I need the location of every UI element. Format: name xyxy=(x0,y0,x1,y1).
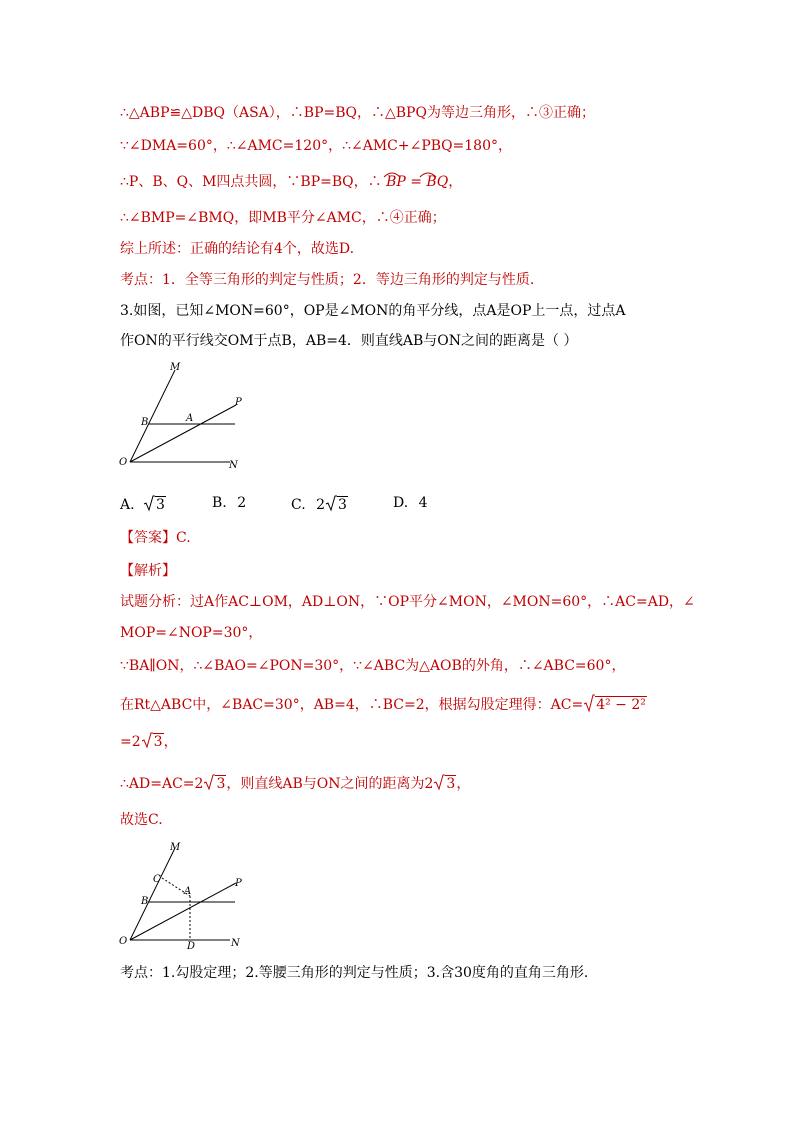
option-c xyxy=(291,494,348,514)
option-a xyxy=(120,494,166,514)
option-d-label: D. xyxy=(393,495,409,511)
option-b xyxy=(212,494,246,512)
fig1-label-b: B xyxy=(141,417,149,428)
option-c-label: C. xyxy=(291,497,306,513)
sqrt-ad xyxy=(203,773,226,793)
arc-equation: BP = BQ xyxy=(386,174,449,190)
conclusion-line: 综上所述：正确的结论有4个，故选D. xyxy=(120,241,355,257)
fig1-label-m: M xyxy=(170,362,181,373)
fig2-label-a: A xyxy=(184,886,192,897)
answer-line xyxy=(120,529,191,547)
analysis-line-4-text: 在Rt△ABC中，∠BAC=30°，AB=4，∴BC=2，根据勾股定理得：AC= xyxy=(120,697,584,713)
proof-line-4: ∴∠BMP=∠BMQ，即MB平分∠AMC，∴④正确； xyxy=(120,210,446,226)
sqrt-result xyxy=(141,731,164,751)
fig2-label-b: B xyxy=(141,896,149,907)
sqrt-ac xyxy=(583,693,647,714)
sqrt-distance xyxy=(433,773,456,793)
sqrt-ac-value: 4² − 2² xyxy=(596,697,646,713)
analysis-line-1: 试题分析：过A作AC⊥OM，AD⊥ON，∵OP平分∠MON，∠MON=60°，∴AC=AD，∠ xyxy=(120,594,695,610)
analysis-line-7: 故选C. xyxy=(120,812,163,828)
analysis-line-3: ∵BA∥ON，∴∠BAO=∠PON=30°，∵∠ABC为△AOB的外角，∴∠ABC=60°， xyxy=(120,658,626,674)
answer-value: C. xyxy=(176,530,191,546)
radical-icon xyxy=(325,494,337,512)
analysis-label: 【解析】 xyxy=(120,563,176,579)
analysis-line-5-end: ， xyxy=(163,734,178,750)
option-c-value: 3 xyxy=(338,497,347,513)
option-d-value: 4 xyxy=(418,495,428,511)
question-3-line-2: 作ON的平行线交OM于点B，AB=4．则直线AB与ON之间的距离是（ ） xyxy=(120,333,578,349)
fig2-label-m: M xyxy=(170,842,181,853)
option-b-value: 2 xyxy=(237,495,247,511)
sqrt-a xyxy=(143,494,166,514)
proof-line-1: ∴△ABP≌△DBQ（ASA），∴BP=BQ，∴△BPQ为等边三角形，∴③正确； xyxy=(120,105,595,121)
question-3-line-1: 3.如图，已知∠MON=60°，OP是∠MON的角平分线，点A是OP上一点，过点A xyxy=(120,303,626,319)
arc-marks-icon xyxy=(382,167,444,179)
fig2-label-p: P xyxy=(235,878,242,889)
option-b-label: B. xyxy=(212,495,227,511)
analysis-line-6-text: ∴AD=AC=2 xyxy=(120,776,204,792)
fig1-label-a: A xyxy=(186,413,194,424)
fig1-label-n: N xyxy=(229,460,238,471)
fig1-label-o: O xyxy=(119,457,128,468)
option-c-coef: 2 xyxy=(316,497,326,513)
proof-line-3-text: ∴P、B、Q、M四点共圆，∵BP=BQ，∴ xyxy=(120,174,382,190)
radical-icon xyxy=(583,693,595,713)
figure-2 xyxy=(118,838,253,950)
fig2-label-n: N xyxy=(231,938,240,949)
option-a-value: 3 xyxy=(156,497,165,513)
proof-line-2: ∵∠DMA=60°，∴∠AMC=120°，∴∠AMC+∠PBQ=180°， xyxy=(120,138,512,154)
option-d xyxy=(393,494,428,512)
sqrt-distance-value: 3 xyxy=(446,776,456,792)
kaodian-line-2: 考点：1.勾股定理；2.等腰三角形的判定与性质；3.含30度角的直角三角形. xyxy=(120,965,589,981)
proof-line-3-end: ， xyxy=(448,174,463,190)
fig2-label-o: O xyxy=(119,936,128,947)
option-a-label: A. xyxy=(120,497,135,513)
sqrt-ad-value: 3 xyxy=(216,776,226,792)
sqrt-c xyxy=(325,494,348,514)
arc-bp-bq xyxy=(382,174,449,190)
analysis-line-2: MOP=∠NOP=30°， xyxy=(120,625,263,641)
analysis-line-4 xyxy=(120,693,647,714)
fig2-label-c: C xyxy=(153,874,161,885)
fig1-label-p: P xyxy=(235,397,242,408)
fig2-label-d: D xyxy=(187,941,196,950)
figure-1 xyxy=(118,360,253,472)
radical-icon xyxy=(203,773,215,791)
kaodian-line-1: 考点：1．全等三角形的判定与性质；2．等边三角形的判定与性质. xyxy=(120,272,535,288)
analysis-line-6-mid: ，则直线AB与ON之间的距离为2 xyxy=(226,776,434,792)
answer-label: 【答案】 xyxy=(120,530,176,546)
sqrt-result-value: 3 xyxy=(153,734,163,750)
analysis-line-5 xyxy=(120,731,178,751)
radical-icon xyxy=(143,494,155,512)
radical-icon xyxy=(433,773,445,791)
proof-line-3 xyxy=(120,173,462,191)
analysis-line-5-text: =2 xyxy=(120,734,141,750)
analysis-line-6 xyxy=(120,773,470,793)
analysis-line-6-end: ， xyxy=(456,776,471,792)
radical-icon xyxy=(141,731,153,749)
